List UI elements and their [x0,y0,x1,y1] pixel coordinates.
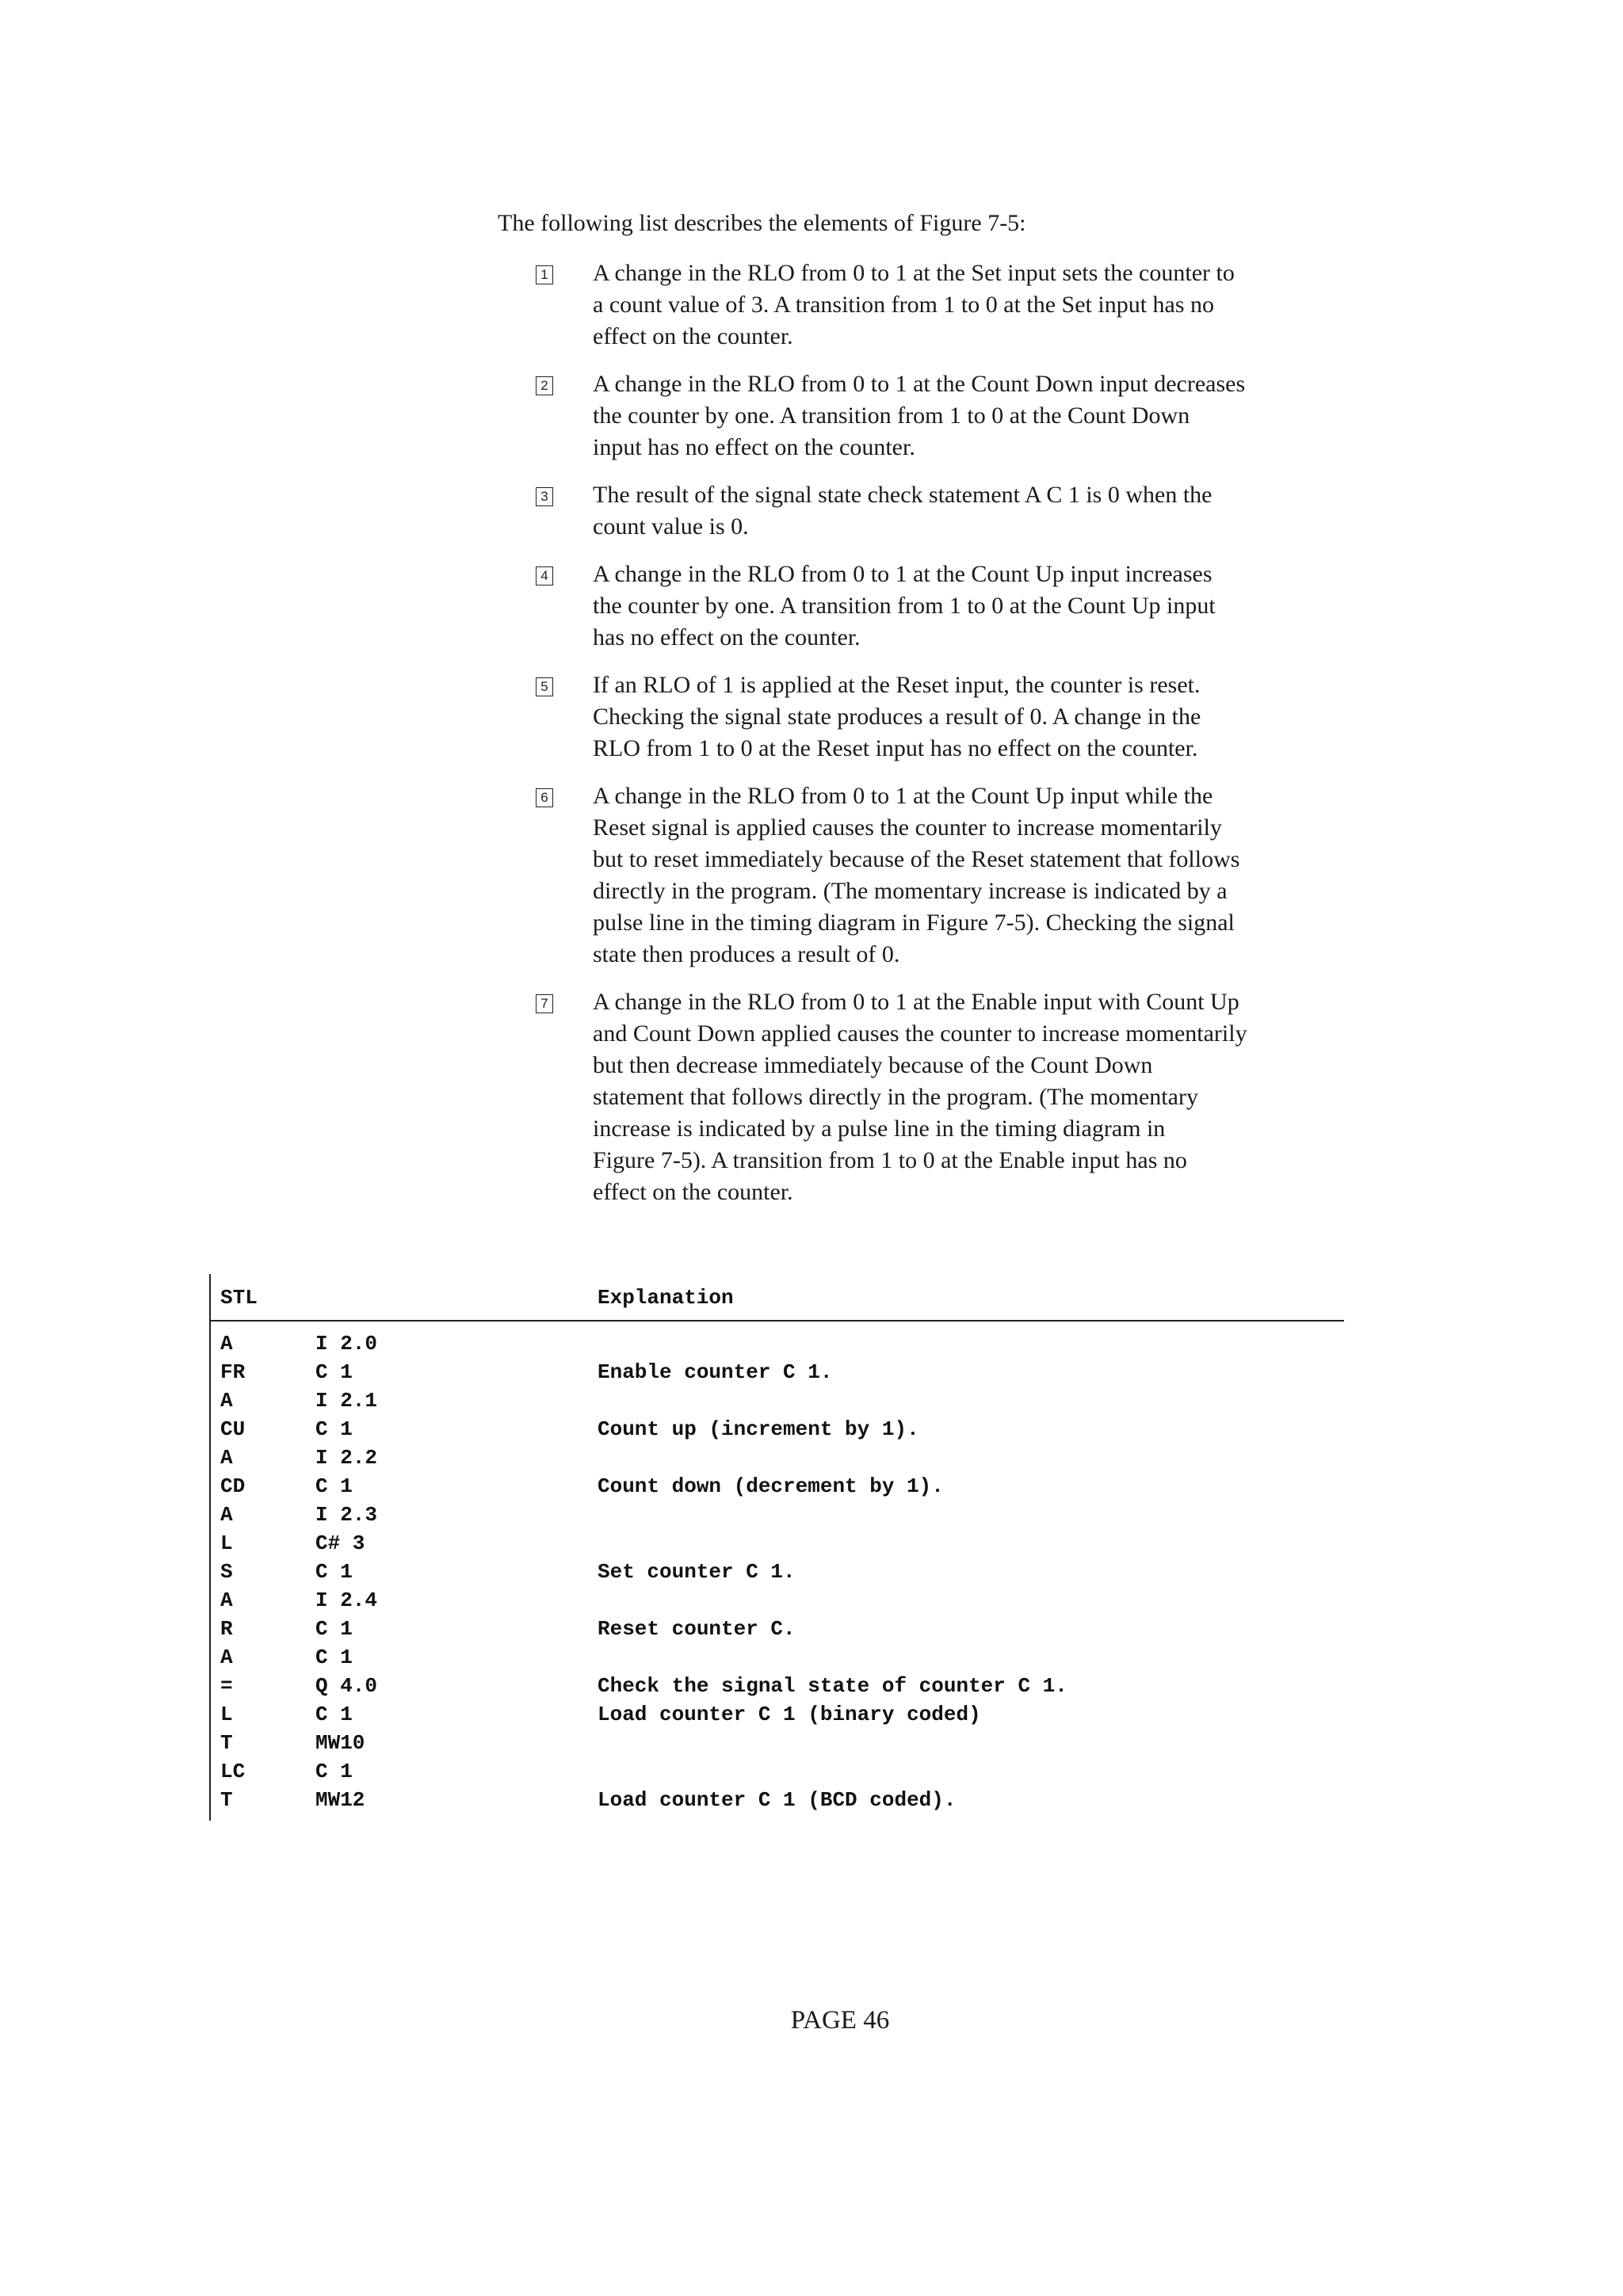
table-row [209,1415,1344,1444]
explanation-column-header: Explanation [598,1286,734,1310]
stl-operand: C# 3 [315,1531,365,1555]
item-text [593,669,1338,765]
item-text [593,479,1338,543]
table-row [209,1444,1344,1472]
stl-operation: L [220,1531,233,1555]
intro-paragraph: The following list describes the elements of Figure 7-5: [498,210,1026,236]
table-row [209,1700,1344,1729]
item-line: count value is 0. [593,513,749,540]
table-row [209,1586,1344,1615]
item-line: A change in the RLO from 0 to 1 at the Enable input with Count Up [593,989,1239,1015]
stl-code-table [209,1274,1344,1821]
stl-operand: C 1 [315,1417,353,1441]
item-line: pulse line in the timing diagram in Figure 7-5). Checking the signal [593,910,1235,936]
item-line: increase is indicated by a pulse line in the timing diagram in [593,1116,1166,1142]
stl-operation: L [220,1703,233,1726]
item-number-box: 3 [536,487,553,506]
table-row [209,1757,1344,1786]
item-line: Figure 7-5). A transition from 1 to 0 at the Enable input has no [593,1147,1187,1173]
stl-explanation: Enable counter C 1. [598,1360,833,1384]
stl-operand: I 2.1 [315,1389,378,1413]
item-number-box: 2 [536,376,553,395]
item-number-box: 1 [536,265,553,284]
item-number-box: 7 [536,994,553,1013]
stl-operation: LC [220,1760,246,1783]
stl-operation: A [220,1332,233,1356]
item-line: A change in the RLO from 0 to 1 at the Count Up input increases [593,561,1212,587]
item-text [593,368,1338,463]
page-number: PAGE 46 [790,2006,890,2035]
table-row [209,1615,1344,1643]
stl-column-header: STL [220,1286,258,1310]
stl-explanation: Count up (increment by 1). [598,1417,919,1441]
stl-operation: A [220,1389,233,1413]
stl-operand: C 1 [315,1703,353,1726]
table-row [209,1529,1344,1558]
item-text [593,986,1338,1208]
table-row [209,1501,1344,1529]
stl-explanation: Set counter C 1. [598,1560,796,1584]
stl-explanation: Load counter C 1 (BCD coded). [598,1788,957,1812]
table-row [209,1729,1344,1757]
item-line: effect on the counter. [593,323,793,349]
stl-operand: Q 4.0 [315,1674,378,1698]
table-row [209,1786,1344,1814]
table-row [209,1329,1344,1358]
stl-operation: A [220,1589,233,1612]
stl-operation: A [220,1503,233,1527]
stl-operand: I 2.2 [315,1446,378,1470]
item-line: If an RLO of 1 is applied at the Reset input, the counter is reset. [593,672,1201,698]
item-text [593,559,1338,654]
table-row [209,1672,1344,1700]
table-row [209,1386,1344,1415]
table-header-divider [209,1320,1344,1322]
item-line: Checking the signal state produces a result of 0. A change in the [593,704,1201,730]
table-row [209,1558,1344,1586]
item-line: state then produces a result of 0. [593,941,900,967]
stl-explanation: Reset counter C. [598,1617,796,1641]
item-line: directly in the program. (The momentary increase is indicated by a [593,878,1228,904]
stl-operand: I 2.3 [315,1503,378,1527]
stl-operand: C 1 [315,1646,353,1669]
table-row [209,1472,1344,1501]
item-line: statement that follows directly in the program. (The momentary [593,1084,1198,1110]
item-number-box: 5 [536,677,553,696]
item-line: the counter by one. A transition from 1 to 0 at the Count Down [593,402,1190,429]
stl-operand: C 1 [315,1617,353,1641]
stl-operation: A [220,1646,233,1669]
item-line: A change in the RLO from 0 to 1 at the Count Down input decreases [593,371,1246,397]
item-line: but then decrease immediately because of the Count Down [593,1052,1153,1078]
item-line: A change in the RLO from 0 to 1 at the Set input sets the counter to [593,260,1235,286]
item-line: a count value of 3. A transition from 1 to 0 at the Set input has no [593,292,1215,318]
stl-operand: MW12 [315,1788,365,1812]
item-line: and Count Down applied causes the counter to increase momentarily [593,1020,1247,1047]
item-line: has no effect on the counter. [593,624,861,650]
item-number-box: 4 [536,566,553,585]
item-line: RLO from 1 to 0 at the Reset input has no effect on the counter. [593,735,1198,761]
stl-operation: = [220,1674,233,1698]
stl-explanation: Count down (decrement by 1). [598,1474,944,1498]
stl-operation: CU [220,1417,246,1441]
item-text [593,780,1338,971]
item-line: The result of the signal state check statement A C 1 is 0 when the [593,482,1212,508]
stl-operation: T [220,1788,233,1812]
stl-operand: I 2.0 [315,1332,378,1356]
table-row [209,1358,1344,1386]
item-line: effect on the counter. [593,1179,793,1205]
stl-operation: CD [220,1474,246,1498]
item-line: Reset signal is applied causes the counter to increase momentarily [593,814,1222,841]
stl-operation: S [220,1560,233,1584]
table-row [209,1643,1344,1672]
stl-operand: C 1 [315,1360,353,1384]
stl-operation: T [220,1731,233,1755]
stl-operand: C 1 [315,1760,353,1783]
item-line: A change in the RLO from 0 to 1 at the Count Up input while the [593,783,1213,809]
item-line: the counter by one. A transition from 1 to 0 at the Count Up input [593,593,1216,619]
stl-explanation: Check the signal state of counter C 1. [598,1674,1067,1698]
stl-operation: FR [220,1360,246,1384]
stl-operation: A [220,1446,233,1470]
item-text [593,257,1338,353]
stl-operand: C 1 [315,1474,353,1498]
item-line: input has no effect on the counter. [593,434,915,460]
stl-operand: I 2.4 [315,1589,378,1612]
stl-operand: MW10 [315,1731,365,1755]
stl-operand: C 1 [315,1560,353,1584]
stl-operation: R [220,1617,233,1641]
stl-explanation: Load counter C 1 (binary coded) [598,1703,981,1726]
item-number-box: 6 [536,788,553,807]
item-line: but to reset immediately because of the Reset statement that follows [593,846,1240,872]
